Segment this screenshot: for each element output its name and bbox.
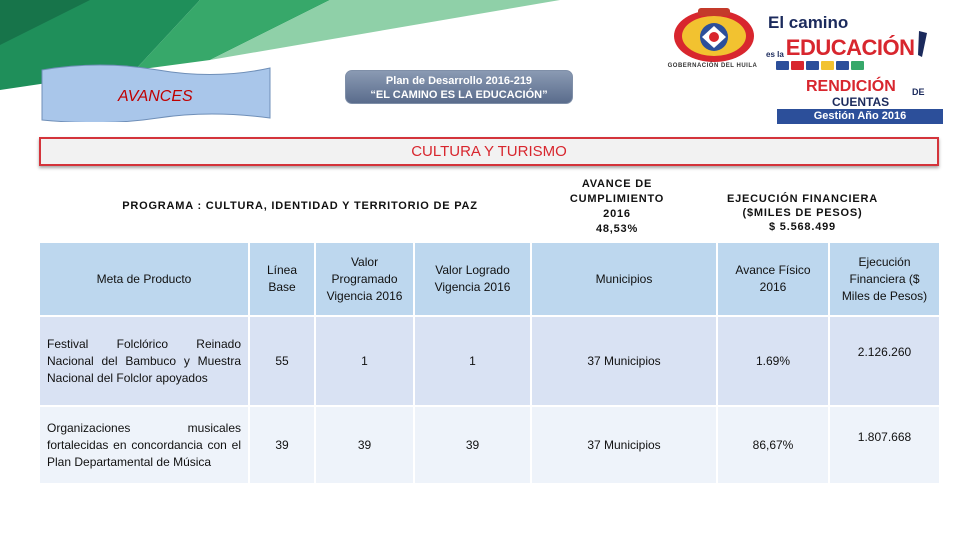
section-title: CULTURA Y TURISMO bbox=[39, 137, 939, 166]
gobernacion-crest-logo bbox=[670, 6, 758, 64]
table-cell-linea-base: 39 bbox=[250, 407, 314, 483]
avance-header-line: 48,53% bbox=[595, 223, 639, 235]
camino-educacion-logo bbox=[766, 14, 929, 70]
avances-label: AVANCES bbox=[118, 88, 193, 105]
table-cell-municipios: 37 Municipios bbox=[532, 317, 716, 405]
pencil-icon bbox=[915, 31, 929, 59]
ejecucion-header-line: ($MILES DE PESOS) bbox=[742, 207, 863, 219]
ejecucion-header-line: $ 5.568.499 bbox=[769, 221, 836, 233]
table-cell-ejecucion: 2.126.260 bbox=[830, 317, 939, 405]
table-cell-municipios: 37 Municipios bbox=[532, 407, 716, 483]
rendicion-cuentas-logo bbox=[806, 79, 946, 109]
table-cell-valor-logrado: 39 bbox=[415, 407, 530, 483]
rendicion-de: DE bbox=[912, 87, 925, 97]
rendicion-title: RENDICIÓN bbox=[806, 78, 896, 95]
column-header-meta: Meta de Producto bbox=[40, 243, 248, 315]
plan-banner-line1: Plan de Desarrollo 2016-219 bbox=[385, 75, 533, 87]
avance-header-line: 2016 bbox=[603, 208, 631, 220]
avance-cumplimiento-header bbox=[555, 177, 679, 237]
gobernacion-label: GOBERNACIÓN DEL HUILA bbox=[667, 63, 758, 69]
camino-logo-top: El camino bbox=[768, 13, 849, 32]
rendicion-sub: CUENTAS bbox=[832, 95, 890, 109]
table-cell-valor-programado: 39 bbox=[316, 407, 413, 483]
column-header-avance-fisico: Avance Físico 2016 bbox=[718, 243, 828, 315]
table-cell-meta: Organizaciones musicales fortalecidas en concordancia con el Plan Departamental de Música bbox=[40, 407, 248, 483]
column-header-municipios: Municipios bbox=[532, 243, 716, 315]
column-header-ejecucion-financiera: Ejecución Financiera ($ Miles de Pesos) bbox=[830, 243, 939, 315]
table-cell-ejecucion: 1.807.668 bbox=[830, 407, 939, 483]
ejecucion-header-line: EJECUCIÓN FINANCIERA bbox=[726, 193, 879, 205]
column-header-linea-base: Línea Base bbox=[250, 243, 314, 315]
table-cell-avance-fisico: 86,67% bbox=[718, 407, 828, 483]
table-cell-linea-base: 55 bbox=[250, 317, 314, 405]
plan-banner-line2: “EL CAMINO ES LA EDUCACIÓN” bbox=[370, 89, 548, 101]
camino-logo-main: EDUCACIÓN bbox=[785, 35, 915, 60]
programa-header: PROGRAMA : CULTURA, IDENTIDAD Y TERRITORIO DE PAZ bbox=[122, 200, 478, 212]
table-cell-avance-fisico: 1.69% bbox=[718, 317, 828, 405]
plan-desarrollo-banner bbox=[345, 70, 573, 104]
table-cell-valor-programado: 1 bbox=[316, 317, 413, 405]
gestion-badge: Gestión Año 2016 bbox=[777, 109, 943, 124]
camino-icon-strip bbox=[776, 61, 929, 70]
table-cell-valor-logrado: 1 bbox=[415, 317, 530, 405]
camino-logo-side: es la bbox=[766, 50, 784, 59]
avance-header-line: CUMPLIMIENTO bbox=[569, 193, 665, 205]
table-cell-meta: Festival Folclórico Reinado Nacional del Bambuco y Muestra Nacional del Folclor apoyados bbox=[40, 317, 248, 405]
column-header-valor-programado: Valor Programado Vigencia 2016 bbox=[316, 243, 413, 315]
ejecucion-financiera-header bbox=[710, 192, 895, 234]
avance-header-line: AVANCE DE bbox=[581, 178, 653, 190]
column-header-valor-logrado: Valor Logrado Vigencia 2016 bbox=[415, 243, 530, 315]
